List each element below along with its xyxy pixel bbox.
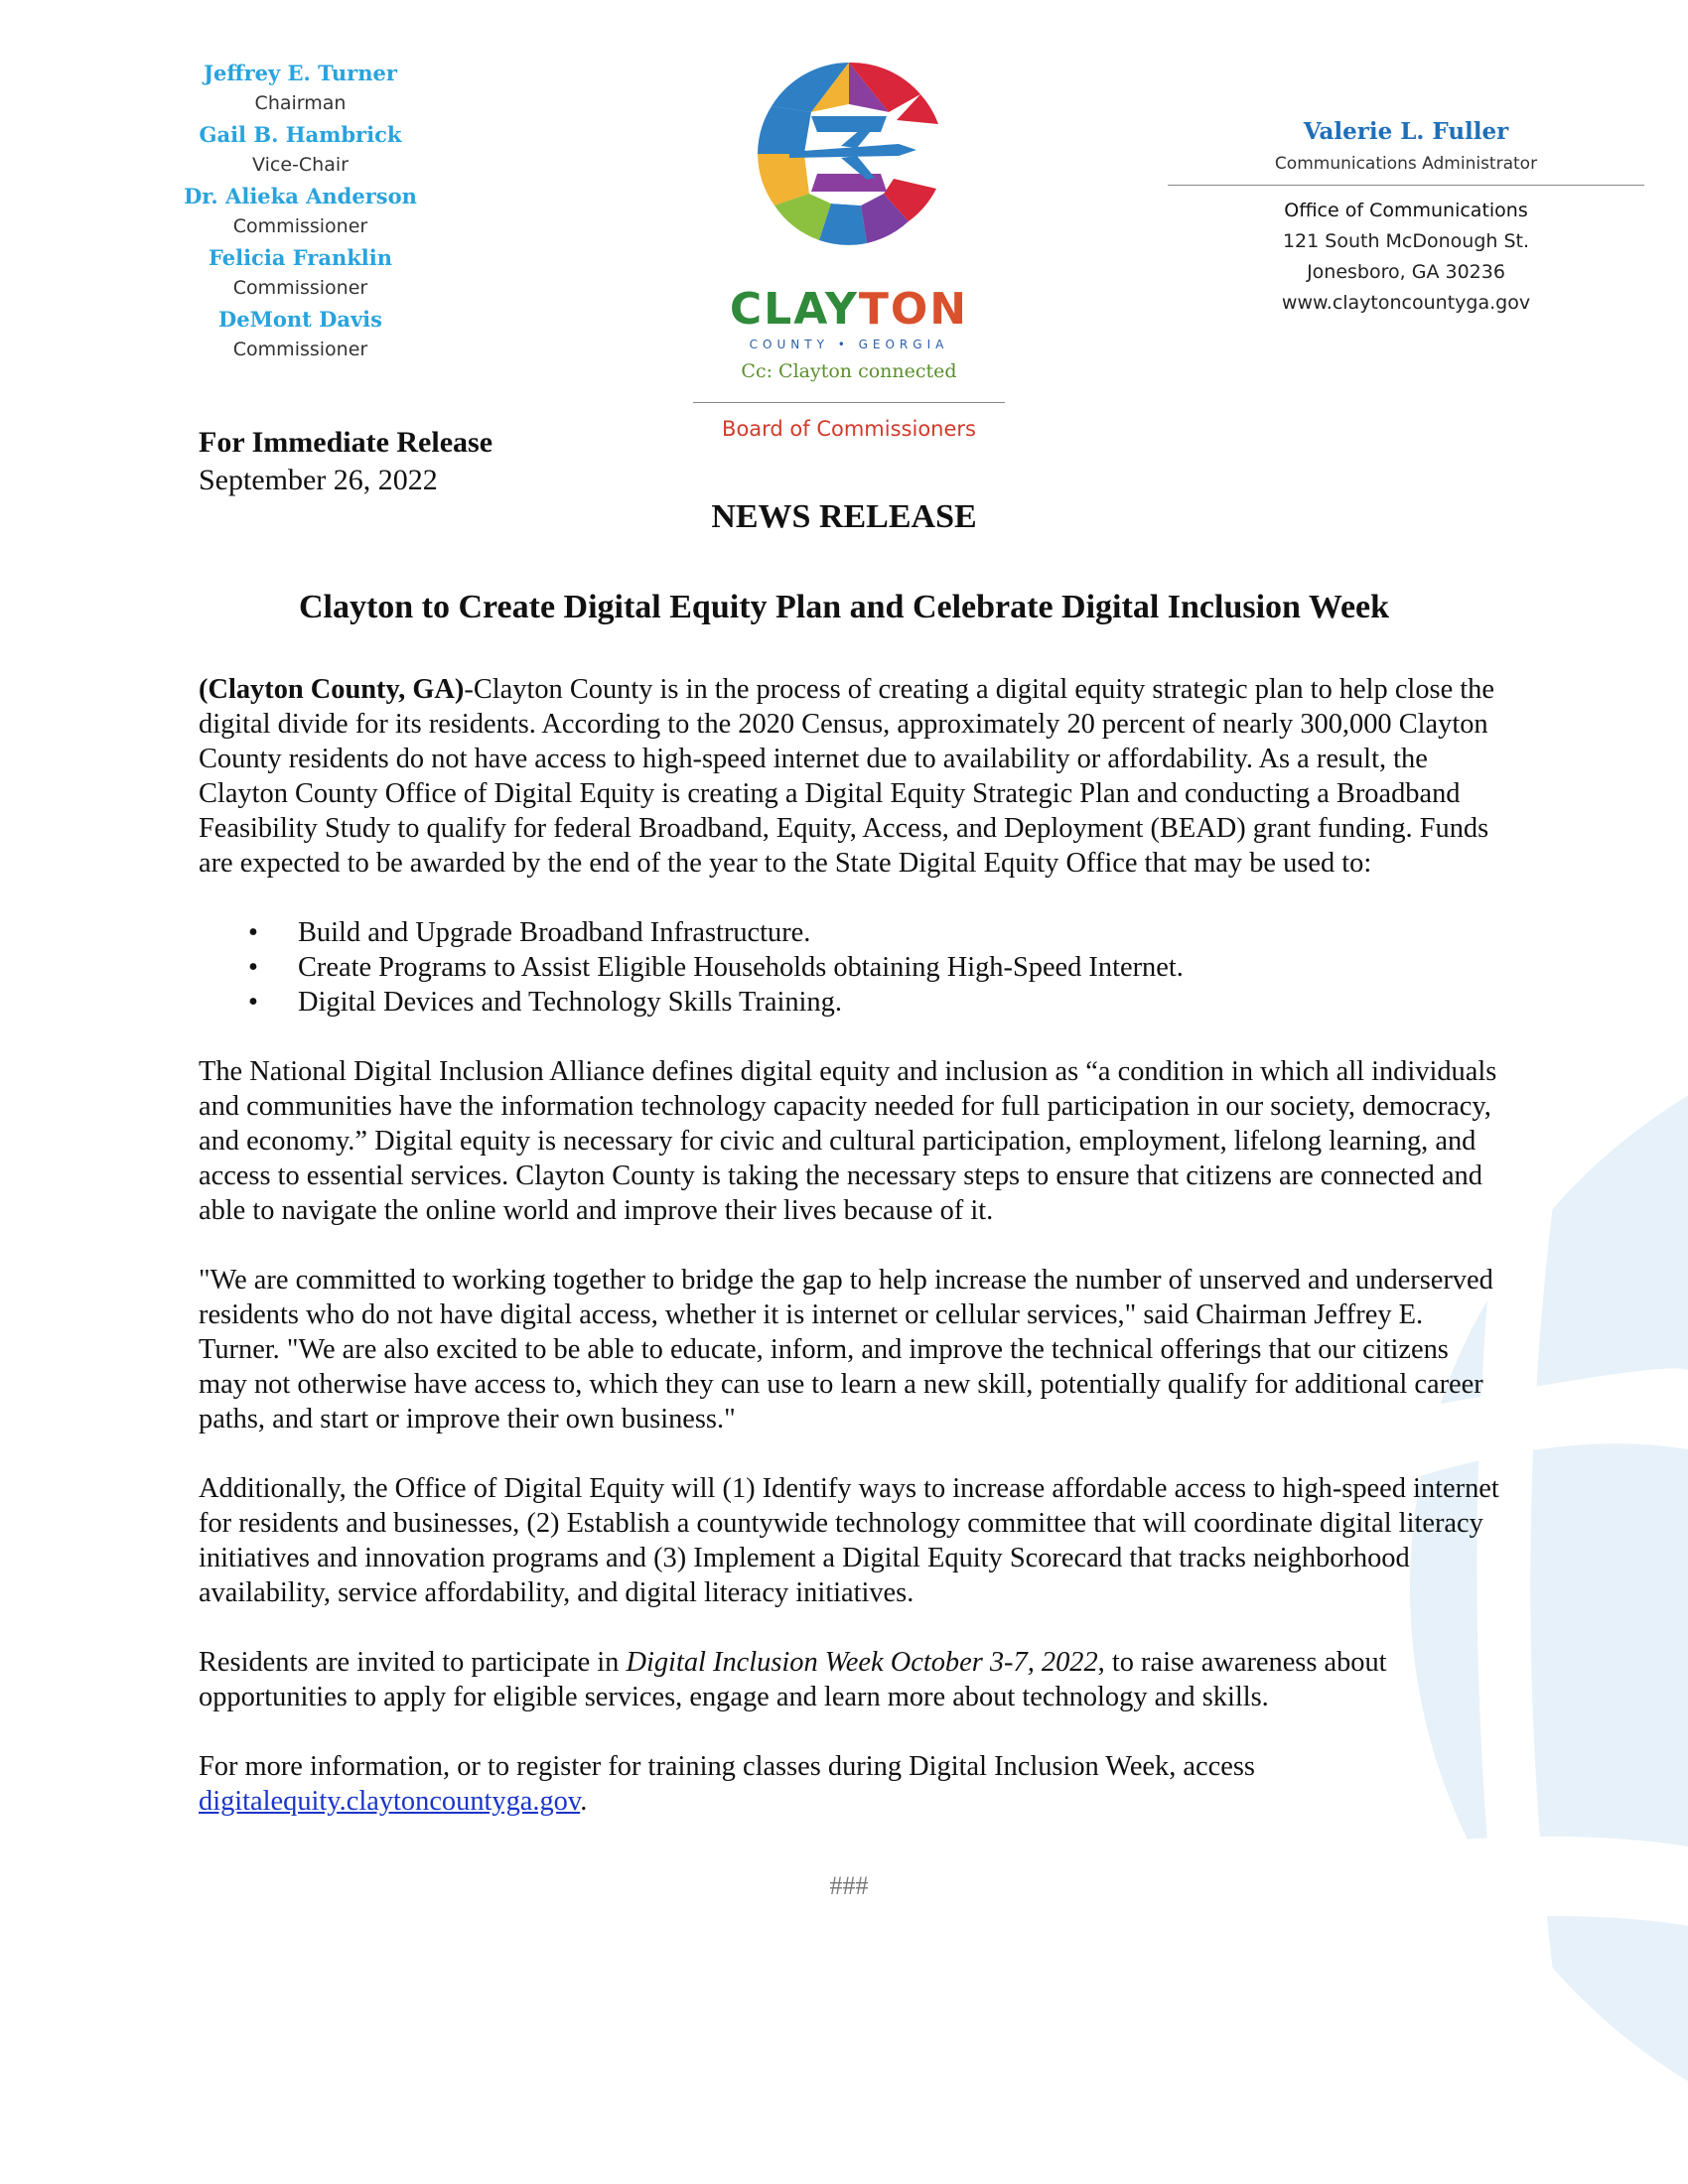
end-mark: ###: [829, 1871, 869, 1900]
officer-entry: [149, 304, 452, 365]
logo-wordmark: [685, 285, 1013, 335]
clayton-county-logo: [685, 55, 1013, 441]
contact-block: [1168, 115, 1644, 319]
invitation-text-end: , to raise awareness about opportunities to apply for eligible services, engage and learn more about technology and skills.: [199, 1647, 1387, 1712]
office-name: Office of Communications: [1284, 200, 1528, 221]
office-city: Jonesboro, GA 30236: [1307, 261, 1505, 283]
event-name: Digital Inclusion Week October 3-7, 2022: [626, 1647, 1098, 1678]
logo-divider: [693, 402, 1005, 403]
office-website: www.claytoncountyga.gov: [1281, 292, 1531, 314]
release-date: September 26, 2022: [199, 464, 438, 496]
news-release-heading: NEWS RELEASE: [711, 498, 977, 535]
more-info-period: .: [580, 1786, 588, 1817]
funding-uses-list: [199, 915, 1499, 1020]
logo-tagline: Cc: Clayton connected: [741, 360, 957, 382]
officer-name: Felicia Franklin: [208, 245, 392, 270]
officer-name: Gail B. Hambrick: [199, 122, 402, 147]
contact-divider: [1168, 185, 1644, 186]
release-info: [199, 424, 492, 499]
board-officers-list: [149, 58, 452, 365]
paragraph-more-info: [199, 1749, 1499, 1819]
paragraph-initiatives: Additionally, the Office of Digital Equity will (1) Identify ways to increase affordable access to high-speed internet for residents and businesses, (2) Establish a countywide technology committee that will coordinate digital literacy initiatives and innovation programs and (3) Implement a Digital Equity Scorecard that tracks neighborhood availability, service affordability, and digital literacy initiatives.: [199, 1473, 1499, 1608]
digital-equity-link[interactable]: digitalequity.claytoncountyga.gov: [199, 1786, 581, 1817]
dateline: (Clayton County, GA): [199, 674, 465, 705]
officer-title: Commissioner: [232, 215, 368, 237]
intro-text: -Clayton County is in the process of creating a digital equity strategic plan to help close the digital divide for its residents. According to the 2020 Census, approximately 20 percent of nearly 300,000 Clayton County residents do not have access to high-speed internet due to availability or affordability. As a result, the Clayton County Office of Digital Equity is creating a Digital Equity Strategic Plan and conducting a Broadband Feasibility Study to qualify for federal Broadband, Equity, Access, and Deployment (BEAD) grant funding. Funds are expected to be awarded by the end of the year to the State Digital Equity Office that may be used to:: [199, 674, 1494, 879]
release-title: Clayton to Create Digital Equity Plan and Celebrate Digital Inclusion Week: [298, 589, 1390, 625]
logo-subtitle: COUNTY • GEORGIA: [749, 338, 949, 351]
officer-entry: [149, 181, 452, 242]
more-info-text: For more information, or to register for training classes during Digital Inclusion Week, access: [199, 1751, 1255, 1782]
officer-title: Commissioner: [232, 339, 368, 360]
officer-name: DeMont Davis: [218, 307, 382, 332]
officer-entry: [149, 58, 452, 119]
paragraph-invitation: [199, 1645, 1499, 1714]
board-of-commissioners-label: Board of Commissioners: [722, 417, 976, 441]
list-item: • Build and Upgrade Broadband Infrastructure.: [199, 915, 1499, 950]
list-item: • Digital Devices and Technology Skills Training.: [199, 985, 1499, 1020]
contact-role: Communications Administrator: [1274, 154, 1538, 174]
officer-name: Dr. Alieka Anderson: [184, 184, 417, 208]
officer-title: Commissioner: [232, 277, 368, 299]
officer-title: Chairman: [254, 92, 347, 114]
officer-entry: [149, 242, 452, 304]
invitation-text: Residents are invited to participate in: [199, 1647, 627, 1678]
paragraph-definition: The National Digital Inclusion Alliance defines digital equity and inclusion as “a condition in which all individuals and communities have the information technology capacity needed for full participation in our society, democracy, and economy.” Digital equity is necessary for civic and cultural participation, employment, lifelong learning, and access to essential services. Clayton County is taking the necessary steps to ensure that citizens are connected and able to navigate the online world and improve their lives because of it.: [199, 1056, 1497, 1226]
officer-name: Jeffrey E. Turner: [204, 61, 397, 85]
officer-title: Vice-Chair: [252, 154, 349, 176]
office-street: 121 South McDonough St.: [1282, 230, 1530, 252]
paragraph-quote: "We are committed to working together to bridge the gap to help increase the number of unserved and underserved residents who do not have digital access, whether it is internet or cellular services," said Chairman Jeffrey E. Turner. "We are also excited to be able to educate, inform, and improve the technical offerings that our citizens may not otherwise have access to, which they can use to learn a new skill, potentially qualify for additional career paths, and start or improve their own business.": [199, 1265, 1493, 1434]
logo-wordmark-clay: CLAY: [729, 284, 859, 335]
list-item: • Create Programs to Assist Eligible Households obtaining High-Speed Internet.: [199, 950, 1499, 985]
contact-name: Valerie L. Fuller: [1303, 118, 1509, 145]
logo-wordmark-ton: TON: [858, 284, 969, 335]
release-label: For Immediate Release: [199, 426, 493, 459]
officer-entry: [149, 119, 452, 181]
release-body: [199, 672, 1499, 1903]
globe-airplane-icon: [750, 55, 948, 253]
paragraph-intro: [199, 672, 1499, 881]
